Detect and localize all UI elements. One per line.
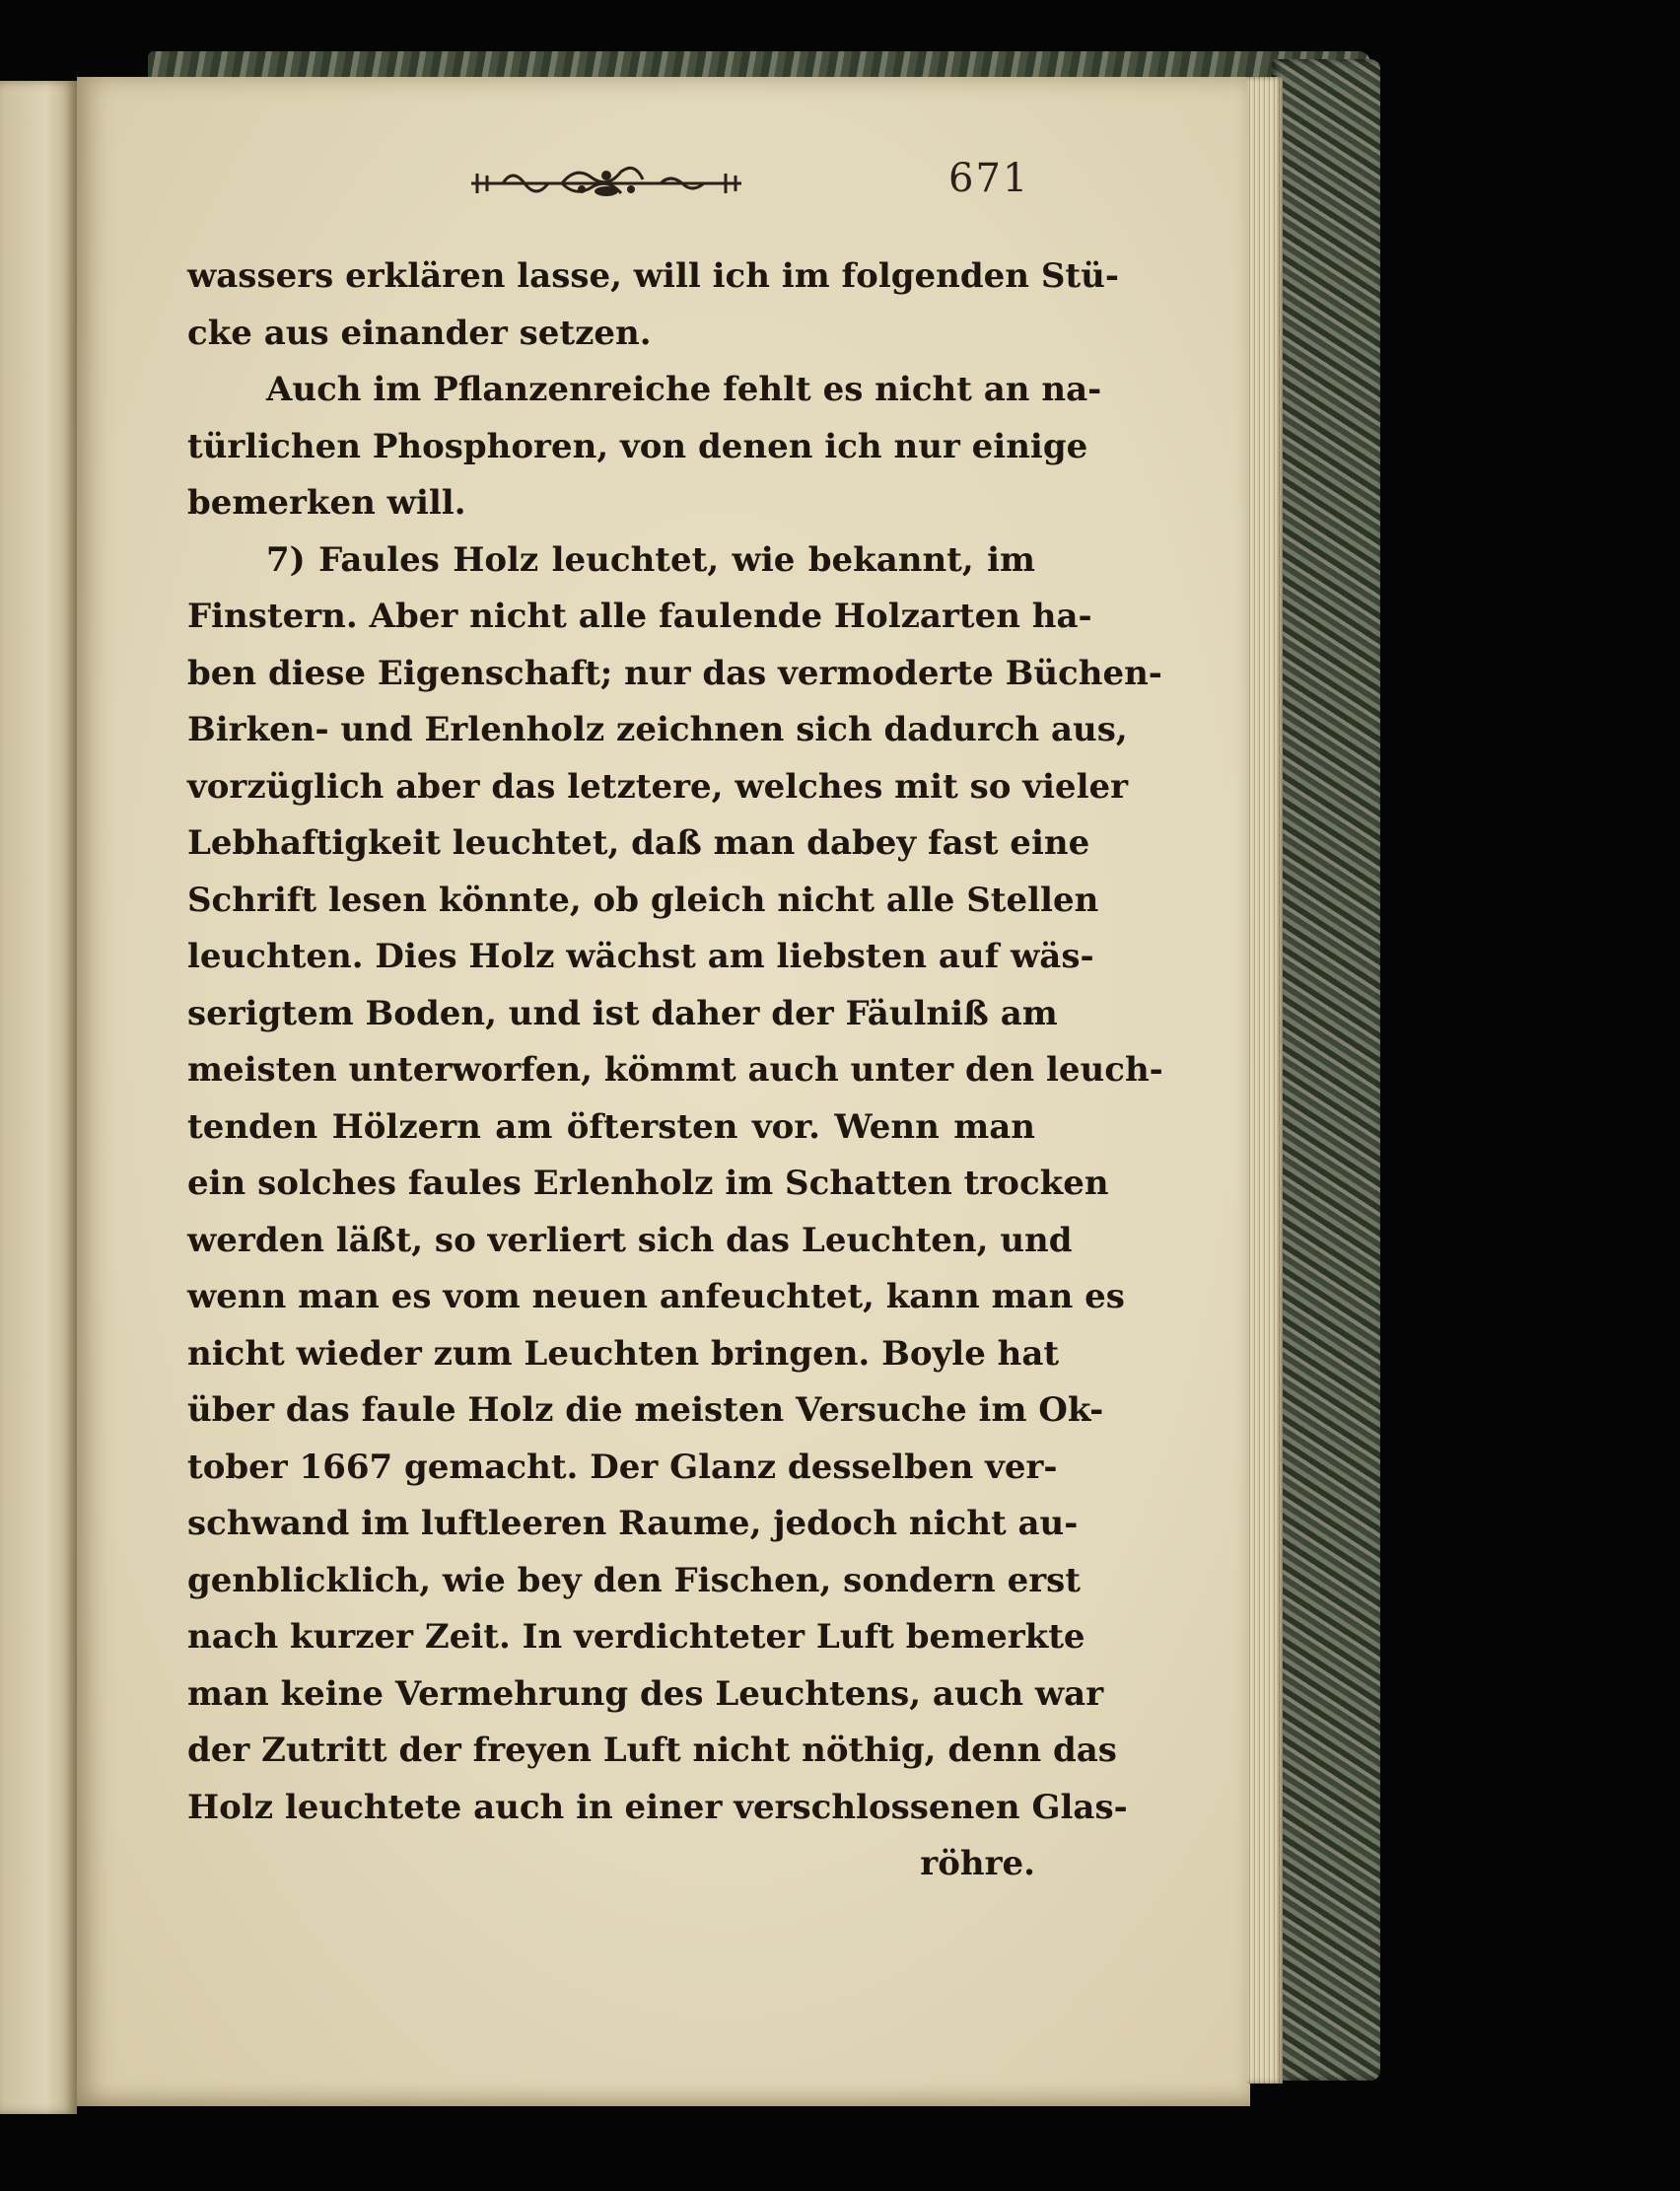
text-line: wassers erklären lasse, will ich im folgenden Stü- [187,256,1119,296]
catchword: röhre. [920,1844,1035,1883]
text-line: türlichen Phosphoren, von denen ich nur einige [187,426,1088,466]
text-line: leuchten. Dies Holz wächst am liebsten auf wäs- [187,937,1094,976]
text-line: Finstern. Aber nicht alle faulende Holzarten ha- [187,597,1092,636]
text-line: schwand im luftleeren Raume, jedoch nicht au- [187,1504,1079,1543]
text-line: tober 1667 gemacht. Der Glanz desselben ver- [187,1447,1058,1487]
text-line: über das faule Holz die meisten Versuche im Ok- [187,1390,1104,1430]
text-line: Birken- und Erlenholz zeichnen sich dadurch aus, [187,710,1128,749]
text-line: ben diese Eigenschaft; nur das vermoderte Büchen- [187,653,1162,693]
page-stack-edges [1247,77,1283,2084]
text-line: man keine Vermehrung des Leuchtens, auch war [187,1673,1104,1714]
vignette-ornament-icon [463,162,749,205]
page-number: 671 [948,156,1030,201]
text-line: Holz leuchtete auch in einer verschlossenen Glas- [187,1787,1128,1827]
text-line: wenn man es vom neuen anfeuchtet, kann man es [187,1277,1125,1316]
text-line: bemerken will. [187,483,466,523]
text-line: vorzüglich aber das letztere, welches mit so vieler [187,766,1129,807]
text-line: 7) Faules Holz leuchtet, wie bekannt, im [266,539,1035,580]
facing-page-edge [0,81,77,2114]
text-line: cke aus einander setzen. [187,313,652,353]
text-line: nach kurzer Zeit. In verdichteter Luft bemerkte [187,1617,1085,1657]
text-line: tenden Hölzern am öftersten vor. Wenn man [187,1106,1035,1147]
text-line: Lebhaftigkeit leuchtet, daß man dabey fast eine [187,823,1090,863]
text-line: ein solches faules Erlenholz im Schatten trocken [187,1164,1109,1203]
text-line: der Zutritt der freyen Luft nicht nöthig, denn das [187,1731,1117,1770]
marbled-cover [1272,59,1380,2081]
text-line: nicht wieder zum Leuchten bringen. Boyle hat [187,1333,1060,1374]
text-line: Auch im Pflanzenreiche fehlt es nicht an na- [266,370,1102,409]
text-line: meisten unterworfen, kömmt auch unter den leuch- [187,1050,1163,1090]
body-text [187,248,1163,1893]
text-line: Schrift lesen könnte, ob gleich nicht alle Stellen [187,880,1099,920]
text-line: serigtem Boden, und ist daher der Fäulniß am [187,993,1058,1033]
text-line: genblicklich, wie bey den Fischen, sondern erst [187,1560,1081,1600]
text-line: werden läßt, so verliert sich das Leuchten, und [187,1220,1073,1260]
